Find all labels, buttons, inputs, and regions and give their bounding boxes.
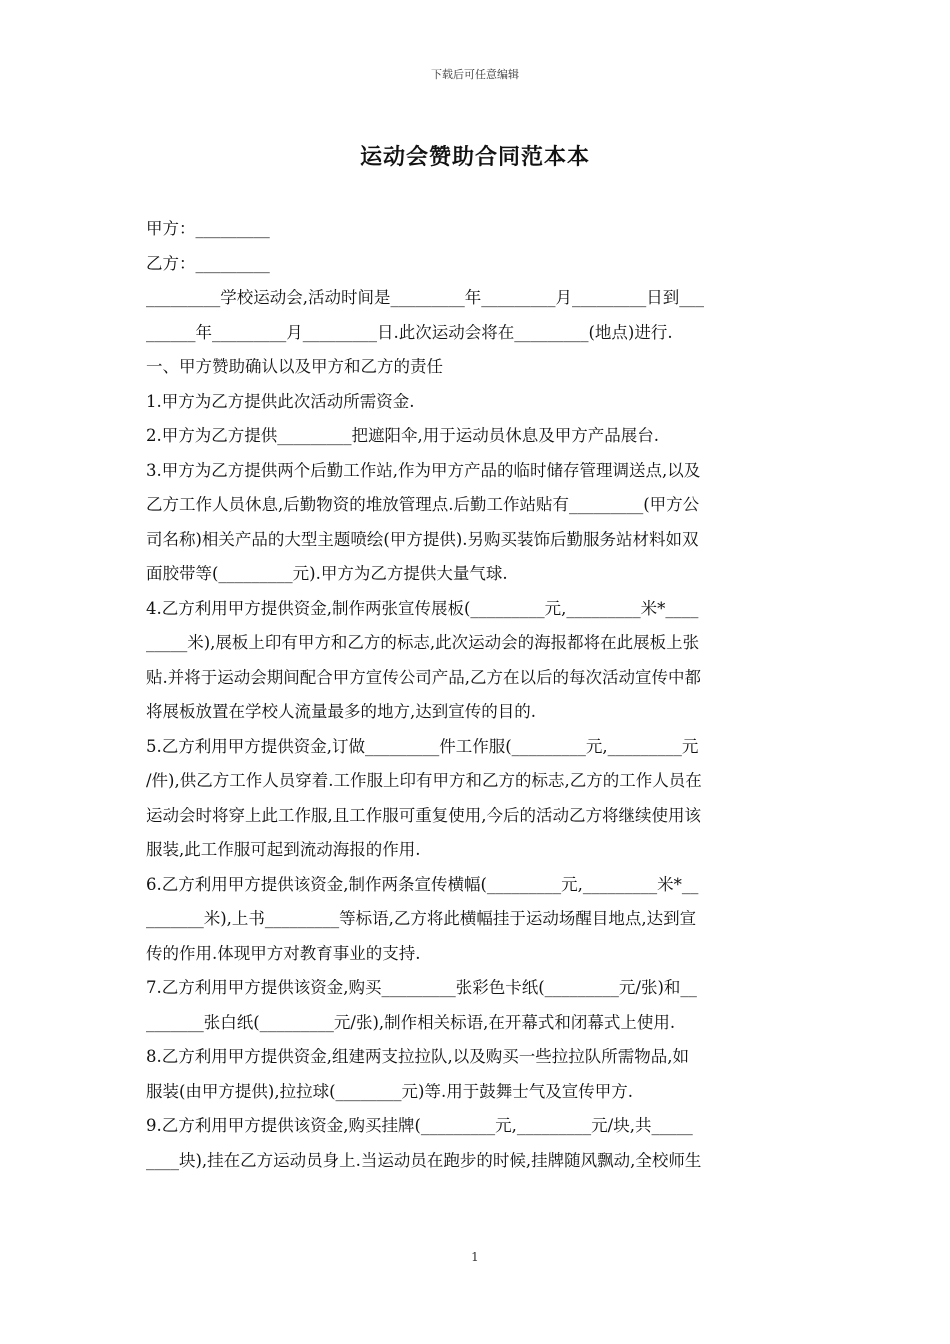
text-line: 3.甲方为乙方提供两个后勤工作站,作为甲方产品的临时储存管理调送点,以及: [146, 460, 701, 480]
text-line: ______年_________月_________日.此次运动会将在_________(地点)进行.: [146, 322, 673, 342]
text-line: _______米),上书_________等标语,乙方将此横幅挂于运动场醒目地点,达到宣: [146, 909, 697, 928]
text-line: 乙方：_________: [146, 253, 270, 273]
text-line: 贴.并将于运动会期间配合甲方宣传公司产品,乙方在以后的每次活动宣传中都: [146, 667, 701, 687]
text-line: 运动会时将穿上此工作服,且工作服可重复使用,今后的活动乙方将继续使用该: [146, 805, 701, 825]
text-line: 将展板放置在学校人流量最多的地方,达到宣传的目的.: [146, 702, 536, 721]
text-line: _______张白纸(_________元/张),制作相关标语,在开幕式和闭幕式上使用.: [146, 1012, 676, 1032]
text-line: 7.乙方利用甲方提供该资金,购买_________张彩色卡纸(_________元/张)和__: [146, 978, 697, 997]
header-note: 下载后可任意编辑: [431, 68, 519, 81]
page-number: 1: [471, 1250, 479, 1264]
text-line: 乙方工作人员休息,后勤物资的堆放管理点.后勤工作站贴有_________(甲方公: [146, 495, 700, 514]
text-line: 9.乙方利用甲方提供该资金,购买挂牌(_________元,_________元/块,共_____: [146, 1116, 693, 1135]
document-title: 运动会赞助合同范本本: [359, 144, 590, 170]
text-line: 司名称)相关产品的大型主题喷绘(甲方提供).另购买装饰后勤服务站材料如双: [146, 529, 699, 549]
text-line: 1.甲方为乙方提供此次活动所需资金.: [146, 391, 415, 411]
document-body: [146, 212, 806, 1178]
text-line: 传的作用.体现甲方对教育事业的支持.: [146, 943, 421, 963]
text-line: _____米),展板上印有甲方和乙方的标志,此次运动会的海报都将在此展板上张: [146, 633, 700, 652]
text-line: /件),供乙方工作人员穿着.工作服上印有甲方和乙方的标志,乙方的工作人员在: [146, 771, 702, 790]
text-line: 6.乙方利用甲方提供该资金,制作两条宣传横幅(_________元,_________米*__: [146, 874, 699, 894]
text-line: 面胶带等(_________元).甲方为乙方提供大量气球.: [146, 564, 508, 583]
text-line: ____块),挂在乙方运动员身上.当运动员在跑步的时候,挂牌随风飘动,全校师生: [146, 1150, 702, 1170]
text-line: 8.乙方利用甲方提供资金,组建两支拉拉队,以及购买一些拉拉队所需物品,如: [146, 1047, 689, 1066]
text-line: 一、甲方赞助确认以及甲方和乙方的责任: [146, 357, 443, 376]
text-line: 服装(由甲方提供),拉拉球(________元)等.用于鼓舞士气及宣传甲方.: [146, 1081, 633, 1101]
text-line: 2.甲方为乙方提供_________把遮阳伞,用于运动员休息及甲方产品展台.: [146, 426, 659, 445]
text-line: _________学校运动会,活动时间是_________年_________月_________日到___: [146, 288, 704, 307]
text-line: 5.乙方利用甲方提供资金,订做_________件工作服(_________元,_________元: [146, 736, 699, 756]
text-line: 4.乙方利用甲方提供资金,制作两张宣传展板(_________元,_________米*____: [146, 598, 699, 618]
text-line: 服装,此工作服可起到流动海报的作用.: [146, 840, 421, 859]
text-line: 甲方：_________: [146, 219, 270, 238]
